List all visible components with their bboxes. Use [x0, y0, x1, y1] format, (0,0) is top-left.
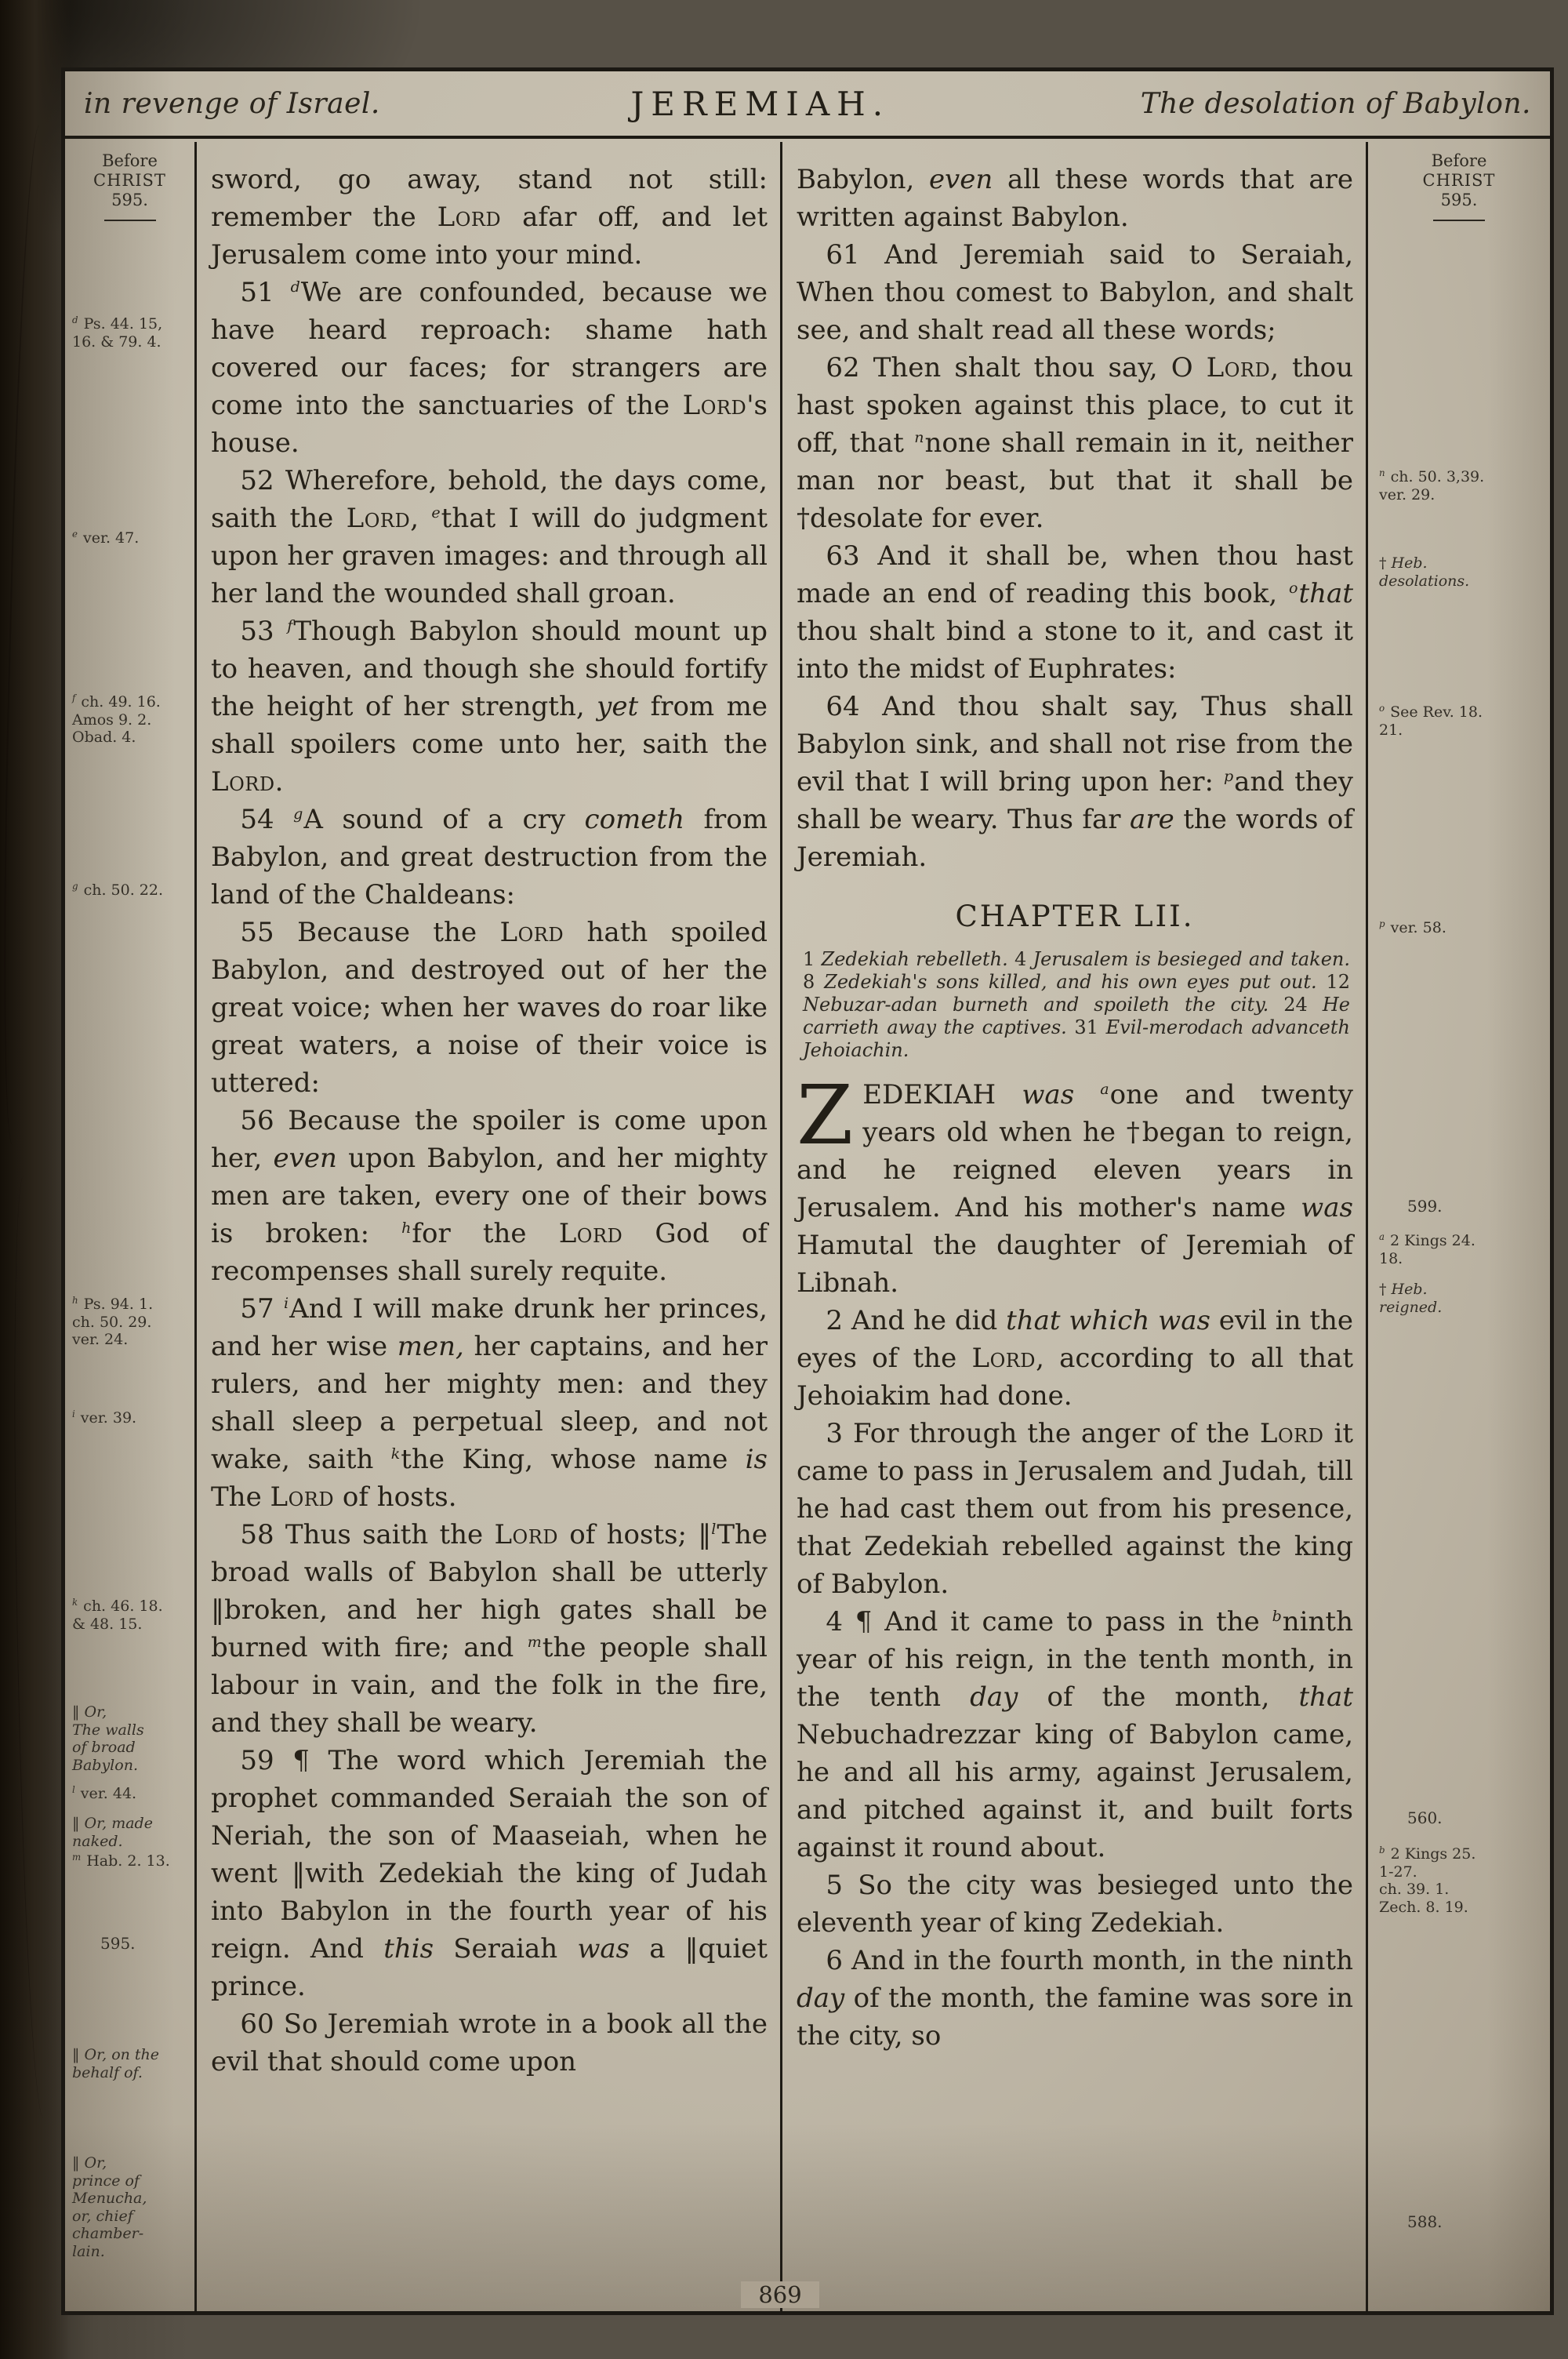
margin-note: 595.	[100, 1934, 136, 1953]
running-head-right: The desolation of Babylon.	[1140, 87, 1531, 120]
margin-note: 560.	[1407, 1808, 1443, 1827]
margin-note: $^d$ Ps. 44. 15, 16. & 79. 4.	[72, 314, 163, 351]
verse-paragraph: 2 And he did that which was evil in the eyes of the Lord, according to all that Jehoiakim had done.	[797, 1305, 1354, 1412]
chapter-opening-paragraph	[797, 1067, 1353, 1302]
chapter-summary: 1 Zedekiah rebelleth. 4 Jerusalem is besieged and taken. 8 Zedekiah's sons killed, and his own eyes put out. 12 Nebuzar-adan burneth and spoileth the city. 24 He carrieth away the captives. 31 Evil-merodach advanceth Jehoiachin.	[803, 948, 1351, 1061]
margin-note: $^l$ ver. 44.	[72, 1783, 137, 1802]
chapter-opening-text: EDEKIAH was $^a$one and twenty years old when he †began to reign, and he reigned eleven years in Jerusalem. And his mother's name was Hamutal the daughter of Jeremiah of Libnah.	[797, 1079, 1353, 1299]
verse-paragraph: 58 Thus saith the Lord of hosts; ‖$^l$The broad walls of Babylon shall be utterly ‖broken, and her high gates shall be burned with fire; and $^m$the people shall labour in vain, and the folk in the fire, and they shall be weary.	[211, 1519, 768, 1739]
right-verses-a	[797, 161, 1353, 876]
drop-cap: Z	[797, 1067, 854, 1163]
margin-note: $^i$ ver. 39.	[72, 1408, 137, 1427]
chrono-line: 595.	[1440, 191, 1478, 209]
chrono-line: CHRIST	[93, 171, 166, 190]
verse-paragraph: 60 So Jeremiah wrote in a book all the evil that should come upon	[211, 2008, 768, 2077]
verse-paragraph: 64 And thou shalt say, Thus shall Babylon sink, and shall not rise from the evil that I will bring upon her: $^p$and they shall be weary. Thus far are the words of Jeremiah.	[797, 691, 1353, 873]
left-margin-column	[65, 142, 197, 2311]
verse-paragraph: 5 So the city was besieged unto the eleventh year of king Zedekiah.	[797, 1870, 1353, 1939]
margin-note: 588.	[1407, 2212, 1443, 2231]
page-number: 869	[741, 2281, 819, 2308]
verse-paragraph: 3 For through the anger of the Lord it came to pass in Jerusalem and Judah, till he had cast them out from his presence, that Zedekiah rebelled against the king of Babylon.	[797, 1418, 1353, 1600]
running-head	[65, 71, 1550, 139]
margin-note: $^m$ Hab. 2. 13.	[72, 1851, 170, 1870]
verse-paragraph: 51 $^d$We are confounded, because we have heard reproach: shame hath covered our faces; for strangers are come into the sanctuaries of the Lord's house.	[211, 277, 768, 459]
left-text-column	[197, 142, 782, 2311]
verse-paragraph: sword, go away, stand not still: remember the Lord afar off, and let Jerusalem come into your mind.	[211, 164, 768, 271]
before-christ-left	[65, 142, 194, 221]
verse-paragraph: 56 Because the spoiler is come upon her, even upon Babylon, and her mighty men are taken, every one of their bows is broken: $^h$for the Lord God of recompenses shall surely requite.	[211, 1105, 768, 1287]
verse-paragraph: 54 $^g$A sound of a cry cometh from Babylon, and great destruction from the land of the Chaldeans:	[211, 804, 768, 911]
verse-paragraph: 6 And in the fourth month, in the ninth day of the month, the famine was sore in the city, so	[797, 1945, 1353, 2052]
margin-note: ‖ Or, prince of Menucha, or, chief chamber- lain.	[72, 2154, 147, 2260]
verse-paragraph: Babylon, even all these words that are written against Babylon.	[797, 164, 1353, 233]
verse-paragraph: 61 And Jeremiah said to Seraiah, When thou comest to Babylon, and shalt see, and shalt read all these words;	[797, 239, 1353, 346]
margin-note: $^e$ ver. 47.	[72, 528, 140, 547]
verse-paragraph: 62 Then shalt thou say, O Lord, thou hast spoken against this place, to cut it off, that $^n$none shall remain in it, neither man nor beast, but that it shall be †desolate for ever.	[797, 352, 1353, 534]
before-christ-right	[1368, 142, 1550, 221]
chrono-rule	[104, 220, 156, 221]
verse-paragraph: 52 Wherefore, behold, the days come, saith the Lord, $^e$that I will do judgment upon her graven images: and through all her land the wounded shall groan.	[211, 465, 768, 609]
verse-paragraph: 55 Because the Lord hath spoiled Babylon, and destroyed out of her the great voice; when her waves do roar like great waters, a noise of their voice is uttered:	[211, 917, 768, 1099]
chrono-line: Before	[1431, 151, 1487, 170]
margin-note: ‖ Or, on the behalf of.	[72, 2046, 160, 2081]
verse-paragraph: 53 $^f$Though Babylon should mount up to heaven, and though she should fortify the height of her strength, yet from me shall spoilers come unto her, saith the Lord.	[211, 616, 768, 798]
chrono-line: CHRIST	[1422, 171, 1496, 190]
right-text-column	[782, 142, 1368, 2311]
left-verses	[211, 161, 768, 2081]
margin-note: $^a$ 2 Kings 24. 18.	[1379, 1230, 1475, 1267]
book-title: JEREMIAH.	[630, 84, 891, 123]
margin-note: $^f$ ch. 49. 16. Amos 9. 2. Obad. 4.	[72, 692, 161, 746]
margin-note: $^n$ ch. 50. 3,39. ver. 29.	[1379, 467, 1485, 503]
verse-paragraph: 57 $^i$And I will make drunk her princes, and her wise men, her captains, and her rulers, and her mighty men: and they shall sleep a perpetual sleep, and not wake, saith $^k$the King, whose name is The Lord of hosts.	[211, 1293, 768, 1513]
verse-paragraph: 4 ¶ And it came to pass in the $^b$ninth year of his reign, in the tenth month, in the tenth day of the month, that Nebuchadrezzar king of Babylon came, he and all his army, against Jerusalem, and pitched against it, and built forts against it round about.	[797, 1606, 1353, 1863]
margin-note: † Heb. reigned.	[1379, 1281, 1443, 1316]
verse-paragraph: 63 And it shall be, when thou hast made an end of reading this book, $^o$that thou shalt bind a stone to it, and cast it into the midst of Euphrates:	[797, 540, 1353, 685]
chrono-rule	[1433, 220, 1485, 221]
margin-note: ‖ Or, The walls of broad Babylon.	[72, 1703, 144, 1774]
book-spine-shadow	[0, 0, 71, 2359]
margin-note: $^k$ ch. 46. 18. & 48. 15.	[72, 1596, 163, 1633]
margin-note: 599.	[1407, 1197, 1443, 1216]
chrono-line: Before	[102, 151, 158, 170]
right-margin-column	[1368, 142, 1550, 2311]
margin-note: $^g$ ch. 50. 22.	[72, 880, 164, 899]
bible-page	[61, 67, 1554, 2315]
margin-note: ‖ Or, made naked.	[72, 1815, 153, 1850]
page-content	[65, 142, 1550, 2311]
margin-note: $^h$ Ps. 94. 1. ch. 50. 29. ver. 24.	[72, 1294, 154, 1348]
running-head-left: in revenge of Israel.	[84, 87, 380, 120]
verse-paragraph: 59 ¶ The word which Jeremiah the prophet commanded Seraiah the son of Neriah, the son of Maaseiah, when he went ‖with Zedekiah the king of Judah into Babylon in the fourth year of his reign. And this Seraiah was a ‖quiet prince.	[211, 1745, 768, 2002]
chapter-heading: CHAPTER LII.	[955, 900, 1195, 933]
margin-note: $^o$ See Rev. 18. 21.	[1379, 702, 1483, 739]
right-verses-b	[797, 1302, 1353, 2055]
margin-note: † Heb. desolations.	[1379, 554, 1470, 590]
chrono-line: 595.	[111, 191, 148, 209]
margin-note: $^b$ 2 Kings 25. 1-27. ch. 39. 1. Zech. 8. 19.	[1379, 1844, 1476, 1916]
margin-note: $^p$ ver. 58.	[1379, 918, 1446, 936]
